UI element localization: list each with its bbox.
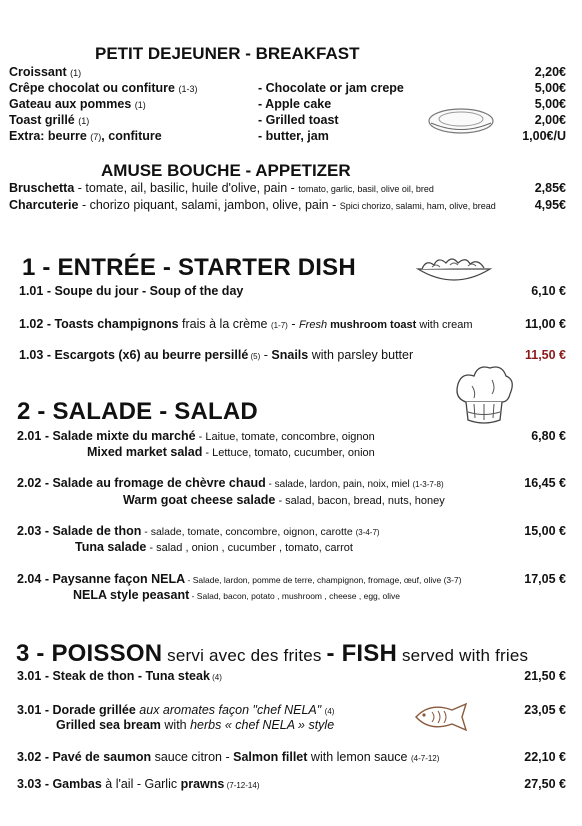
breakfast-item-en: - butter, jam <box>258 129 329 143</box>
fish-price: 23,05 € <box>524 703 566 717</box>
breakfast-item-price: 5,00€ <box>534 97 566 111</box>
fish-price: 21,50 € <box>524 669 566 683</box>
breakfast-item-en: - Apple cake <box>258 97 332 111</box>
starter-item: 1.01 - Soupe du jour - Soup of the day <box>19 284 244 298</box>
salad-item: 2.02 - Salade au fromage de chèvre chaud - salade, lardon, pain, noix, miel (1-3-7-8) <box>17 476 444 490</box>
breakfast-item-fr: Gateau aux pommes (1) <box>9 97 146 111</box>
starter-price: 11,00 € <box>524 317 566 331</box>
appetizer-item: Charcuterie - chorizo piquant, salami, jambon, olive, pain - Spici chorizo, salami, ham, olive, bread <box>9 198 496 212</box>
chef-hat-icon <box>452 362 516 428</box>
salad-item: 2.01 - Salade mixte du marché - Laitue, tomate, concombre, oignon <box>17 429 375 443</box>
salad-price: 6,80 € <box>531 429 566 443</box>
breakfast-item-price: 2,00€ <box>534 113 566 127</box>
starter-price: 11,50 € <box>524 348 566 362</box>
breakfast-item-fr: Crêpe chocolat ou confiture (1-3) <box>9 81 198 95</box>
breakfast-item-price: 5,00€ <box>534 81 566 95</box>
salad-item-en: Warm goat cheese salade - salad, bacon, bread, nuts, honey <box>123 493 445 507</box>
breakfast-item-price: 2,20€ <box>534 65 566 79</box>
appetizer-title: AMUSE BOUCHE - APPETIZER <box>101 161 351 180</box>
fish-price: 27,50 € <box>524 777 566 791</box>
starter-title: 1 - ENTRÉE - STARTER DISH <box>22 254 356 281</box>
starter-price: 6,10 € <box>531 284 566 298</box>
fish-title: 3 - POISSON servi avec des frites - FISH served with fries <box>16 640 529 667</box>
fish-price: 22,10 € <box>524 750 566 764</box>
fish-item: 3.01 - Steak de thon - Tuna steak (4) <box>17 669 222 683</box>
breakfast-item-en: - Chocolate or jam crepe <box>258 81 404 95</box>
plate-icon <box>426 106 496 136</box>
fish-item-en: Grilled sea bream with herbs « chef NELA » style <box>56 718 335 732</box>
appetizer-price: 4,95€ <box>534 198 566 212</box>
salad-price: 16,45 € <box>524 476 566 490</box>
breakfast-item-fr: Extra: beurre (7), confiture <box>9 129 162 143</box>
fish-item: 3.01 - Dorade grillée aux aromates façon "chef NELA" (4) <box>17 703 335 717</box>
appetizer-price: 2,85€ <box>534 181 566 195</box>
salad-item: 2.04 - Paysanne façon NELA - Salade, lardon, pomme de terre, champignon, fromage, œuf, olive (3-7) <box>17 572 462 586</box>
starter-item: 1.02 - Toasts champignons frais à la crème (1-7) - Fresh mushroom toast with cream <box>19 317 473 331</box>
salad-item-en: Tuna salade - salad , onion , cucumber , tomato, carrot <box>75 540 353 554</box>
breakfast-title: PETIT DEJEUNER - BREAKFAST <box>95 44 360 63</box>
breakfast-item-price: 1,00€/U <box>522 129 566 143</box>
salad-price: 17,05 € <box>524 572 566 586</box>
fish-icon <box>408 700 476 734</box>
breakfast-item-fr: Croissant (1) <box>9 65 82 79</box>
appetizer-item: Bruschetta - tomate, ail, basilic, huile d'olive, pain - tomato, garlic, basil, olive oil, bred <box>9 181 434 195</box>
fish-item: 3.03 - Gambas à l'ail - Garlic prawns (7-12-14) <box>17 777 260 791</box>
starter-item: 1.03 - Escargots (x6) au beurre persillé (5) - Snails with parsley butter <box>19 348 414 362</box>
salad-item-en: Mixed market salad - Lettuce, tomato, cucumber, onion <box>87 445 375 459</box>
salad-item: 2.03 - Salade de thon - salade, tomate, concombre, oignon, carotte (3-4-7) <box>17 524 380 538</box>
salad-price: 15,00 € <box>524 524 566 538</box>
salad-item-en: NELA style peasant - Salad, bacon, potato , mushroom , cheese , egg, olive <box>73 588 400 602</box>
breakfast-item-fr: Toast grillé (1) <box>9 113 90 127</box>
breakfast-item-en: - Grilled toast <box>258 113 339 127</box>
salad-bowl-icon <box>414 253 494 285</box>
fish-item: 3.02 - Pavé de saumon sauce citron - Salmon fillet with lemon sauce (4-7-12) <box>17 750 440 764</box>
salad-title: 2 - SALADE - SALAD <box>17 398 258 425</box>
